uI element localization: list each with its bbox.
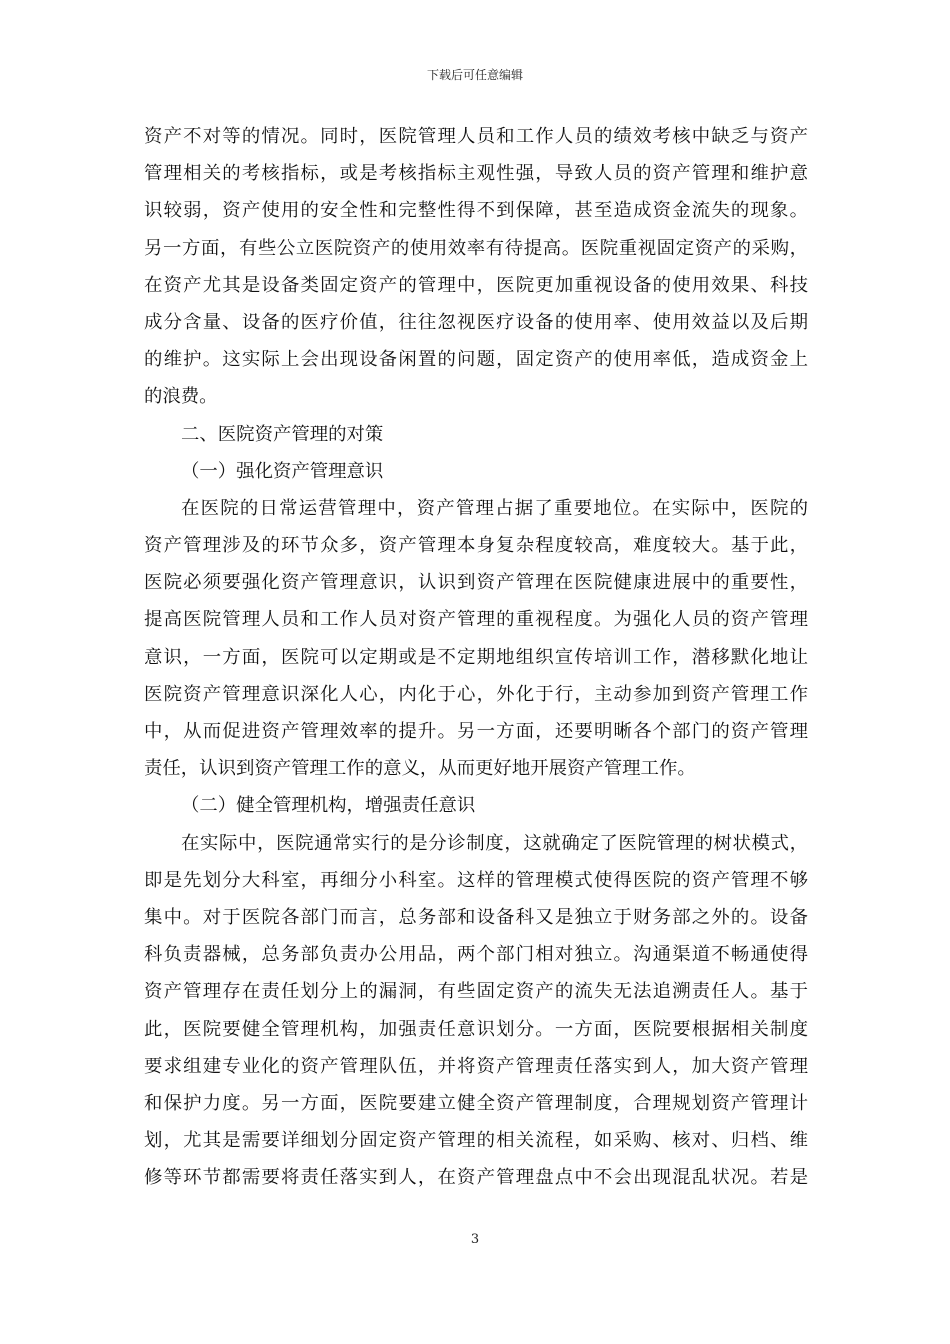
text-line: 医院资产管理意识深化人心，内化于心，外化于行，主动参加到资产管理工作 bbox=[144, 683, 808, 705]
text-line: 要求组建专业化的资产管理队伍，并将资产管理责任落实到人，加大资产管理 bbox=[144, 1055, 808, 1077]
text-line: 提高医院管理人员和工作人员对资产管理的重视程度。为强化人员的资产管理 bbox=[144, 609, 808, 631]
document-body bbox=[144, 118, 808, 1196]
text-line: 资产管理存在责任划分上的漏洞，有些固定资产的流失无法追溯责任人。基于 bbox=[144, 981, 808, 1003]
page-header: 下载后可任意编辑 bbox=[426, 68, 523, 82]
text-line: 划，尤其是需要详细划分固定资产管理的相关流程，如采购、核对、归档、维 bbox=[144, 1130, 808, 1152]
subsection-heading: （一）强化资产管理意识 bbox=[181, 460, 384, 482]
text-line: 在医院的日常运营管理中，资产管理占据了重要地位。在实际中，医院的 bbox=[181, 497, 808, 519]
text-line: 科负责器械，总务部负责办公用品，两个部门相对独立。沟通渠道不畅通使得 bbox=[144, 944, 808, 966]
text-line: 的浪费。 bbox=[144, 386, 218, 408]
text-line: 此，医院要健全管理机构，加强责任意识划分。一方面，医院要根据相关制度 bbox=[144, 1018, 808, 1040]
section-heading: 二、医院资产管理的对策 bbox=[181, 423, 384, 445]
text-line: 资产不对等的情况。同时，医院管理人员和工作人员的绩效考核中缺乏与资产 bbox=[144, 126, 808, 147]
text-line: 另一方面，有些公立医院资产的使用效率有待提高。医院重视固定资产的采购， bbox=[144, 237, 808, 259]
text-line: 在实际中，医院通常实行的是分诊制度，这就确定了医院管理的树状模式， bbox=[181, 832, 808, 854]
text-line: 在资产尤其是设备类固定资产的管理中，医院更加重视设备的使用效果、科技 bbox=[144, 274, 808, 296]
text-line: 成分含量、设备的医疗价值，往往忽视医疗设备的使用率、使用效益以及后期 bbox=[144, 311, 808, 333]
text-line: 即是先划分大科室，再细分小科室。这样的管理模式使得医院的资产管理不够 bbox=[144, 869, 808, 891]
text-line: 识较弱，资产使用的安全性和完整性得不到保障，甚至造成资金流失的现象。 bbox=[144, 200, 808, 222]
text-line: 医院必须要强化资产管理意识，认识到资产管理在医院健康进展中的重要性， bbox=[144, 572, 808, 594]
text-line: 修等环节都需要将责任落实到人，在资产管理盘点中不会出现混乱状况。若是 bbox=[144, 1167, 808, 1189]
text-line: 管理相关的考核指标，或是考核指标主观性强，导致人员的资产管理和维护意 bbox=[144, 163, 808, 185]
text-line: 集中。对于医院各部门而言，总务部和设备科又是独立于财务部之外的。设备 bbox=[144, 906, 808, 928]
page-number: 3 bbox=[470, 1232, 480, 1247]
text-line: 的维护。这实际上会出现设备闲置的问题，固定资产的使用率低，造成资金上 bbox=[144, 349, 808, 371]
subsection-heading: （二）健全管理机构，增强责任意识 bbox=[181, 795, 476, 817]
text-line: 中，从而促进资产管理效率的提升。另一方面，还要明晰各个部门的资产管理 bbox=[144, 721, 808, 742]
text-line: 责任，认识到资产管理工作的意义，从而更好地开展资产管理工作。 bbox=[144, 758, 696, 780]
text-line: 资产管理涉及的环节众多，资产管理本身复杂程度较高，难度较大。基于此， bbox=[144, 535, 808, 557]
text-line: 和保护力度。另一方面，医院要建立健全资产管理制度，合理规划资产管理计 bbox=[144, 1092, 808, 1114]
text-line: 意识，一方面，医院可以定期或是不定期地组织宣传培训工作，潜移默化地让 bbox=[144, 646, 808, 668]
